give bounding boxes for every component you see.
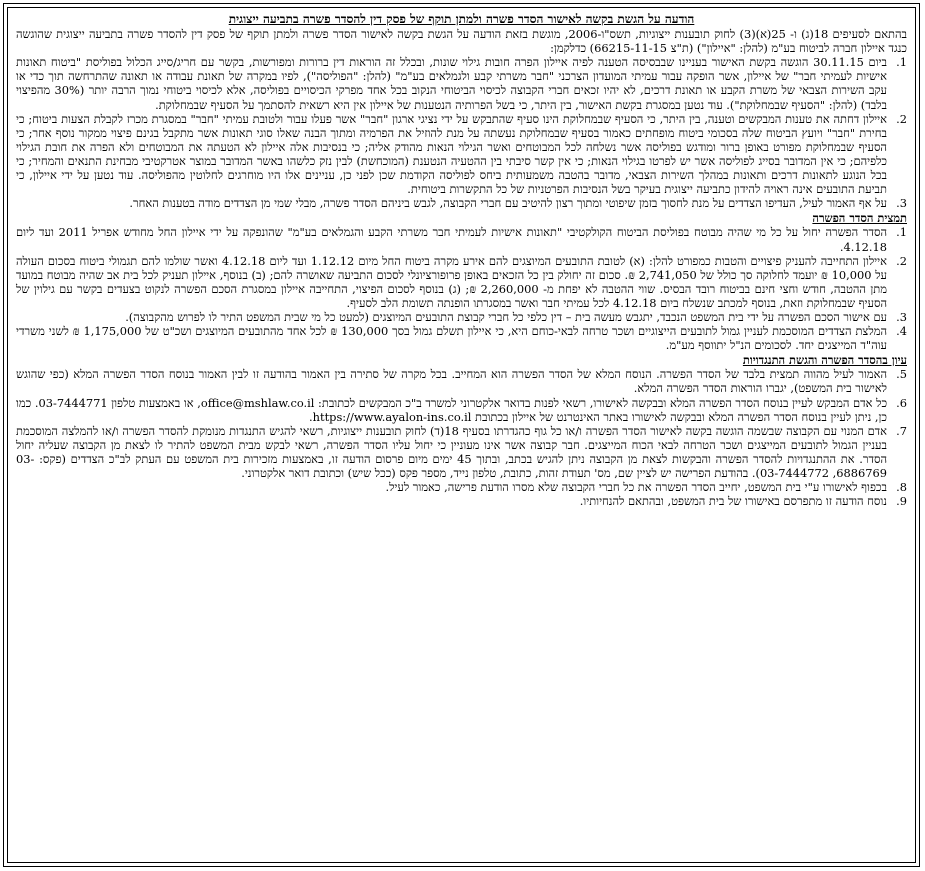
list-item: 3. עם אישור הסכם הפשרה על ידי בית המשפט הנכבד, יתגבש מעשה בית – דין כלפי כל חברי קבוצת התובעים המיוצגים (למעט כל מי שבית המשפט התיר לו לפרוש מהקבוצה). [125, 309, 907, 324]
notice-title: הודעה על הגשת בקשה לאישור הסדר פשרה ולמתן תוקף של פסק דין להסדר פשרה בתביעה ייצוגית [228, 12, 695, 26]
list-item: 1. ביום 30.11.15 הוגשה בקשת האישור בעניינו שבבסיסה הטענה לפיה איילון הפרה חובות גילוי שונות, ובכלל זה הוראות דין ברורות ומפורשות, בקשר עם חריג/סייג הכלול בפוליסת "ביטוח תאונות אישיות לעמיתי חבר" של איילון, אשר הופקה עבור עמיתי המועדון הצרכני "חבר משרתי קבע ולגמלאים בע"מ" (להלן: "הפוליסה"), לפיו במקרה של תאונת עבודה או תאונה שהתרחשה תוך כדי או עקב השירות הצבאי של משרת הקבע או תאונת דרכים, לא יהיו זכאים חברי הקבוצה לכיסוי הביטוחי הנקוב בכל אחד מפרקי הכיסויים בפוליסה, אלא לכיסוי ביטוחי נמוך הרבה יותר (30% מהפיצוי בלבד) (להלן: "הסעיף שבמחלוקת"). עוד נטען במסגרת בקשת האישור, בין היתר, כי בשל הפרותיה הנטענות של איילון אין היא רשאית להסתמך על הסעיף שבמחלוקת. [16, 55, 907, 112]
list-item: 9. נוסח הודעה זו מתפרסם באישורו של בית המשפט, ובהתאם להנחיותיו. [579, 494, 907, 509]
list-item: 8. בכפוף לאישורו ע"י בית המשפט, יחייב הסדר הפשרה את כל חברי הקבוצה שלא מסרו הודעת פרישה, כאמור לעיל. [385, 480, 907, 495]
section-objections [16, 367, 907, 508]
section-heading-objections: עיון בהסדר הפשרה והגשת התנגדויות [742, 353, 907, 368]
list-item: 5. האמור לעיל מהווה תמצית בלבד של הסדר הפשרה. הנוסח המלא של הסדר הפשרה הוא המחייב. בכל מקרה של סתירה בין האמור בהודעה זו לבין האמור בנוסח הסדר הפשרה המלא (כפי שהוגש לאישור בית המשפט), יגברו הוראות הסדר הפשרה המלא. [16, 367, 907, 396]
list-item: 2. איילון דחתה את טענות המבקשים וטענה, בין היתר, כי הסעיף שבמחלוקת הינו סעיף שהתבקש על ידי נציגי ארגון "חבר" אשר פעלו עבור ולטובת עמיתי "חבר" במסגרת מכרז לקבלת הצעות ביטוח; כי בחירת "חבר" ויועץ הביטוח שלה בסכומי ביטוח מופחתים כאמור בסעיף שבמחלוקת נעשתה על מנת להוזיל את הפרמיה ומתוך הבנה שאלו סוגי תאונות אשר מתקבל בגינם פיצוי ממקור נוסף אחר; כי הסעיף שבמחלוקת מפורט באופן ברור ומודגש בפוליסה אשר נשלחה לכל המבוטחים ואשר הגילוי הנאות מהודק אליה; כי בנסיבות אלה איילון לא הטעתה את המבוטחים ולא הפרה את חובת הגילוי כלפיהם; כי אין המדובר בסייג לפוליסה אשר יש לפרטו בגילוי הנאות; כי אין קשר סיבתי בין ההטעיה הנטענת (המוכחשת) לבין נזק כלשהו באשר המדובר במוצר אטרקטיבי מבחינת התנאים והמחיר; כי בכל הנוגע לתאונות דרכים ותאונות במהלך השירות הצבאי, מדובר בהטבה משמעותית ביחס לפוליסה הקודמת שכן לפני כן, עניינים אלו היו מוחרגים לחלוטין מהפוליסה. עוד נטען על ידי איילון, כי תביעת התובעים אינה ראויה להידון כתביעה ייצוגית בעיקר בשל הנסיבות הפרטניות של כל התקשרות ביטוחית. [16, 111, 907, 197]
notice-body [7, 7, 916, 863]
list-item: 2. איילון התחייבה להעניק פיצויים והטבות כמפורט להלן: (א) לטובת התובעים המיוצגים להם אירע מקרה ביטוח החל מיום 1.12.12 ועד ליום 4.12.18 ואשר שולמו להם תגמולי ביטוח בסכום העולה על 10,000 ₪ יועמד לחלוקה סך כולל של 2,741,050 ₪. סכום זה יחולק בין כל הזכאים באופן פרופורציונלי לסכום התביעה שאושרה להם; (ב) בנוסף, איילון תעניק לכל בית אב שהיה מבוטח במועד מתן ההטבה, חודש וחצי חינם בביטוח רובד הבסיס. שווי ההטבה לא יפחת מ- 2,260,000 ₪; (ג) בנוסף לסכום הפיצוי, התחייבה איילון במסגרת הסכם הפשרה לנקוט בצעדים בקשר עם גילוין של הסעיף שבמחלוקת וזאת, בנוסף למכתב שנשלח ביום 4.12.18 לכל עמיתי חבר ואשר במסגרתו הופנתה תשומת הלב לסעיף. [16, 253, 907, 310]
section-heading-summary: תמצית הסדר הפשרה [812, 211, 907, 226]
list-item: 3. על אף האמור לעיל, העדיפו הצדדים על מנת לחסוך בזמן שיפוטי ומתוך רצון להיטיב עם חברי הקבוצה, לגבש ביניהם הסדר פשרה, מבלי שמי מן הצדדים מודה בטענות האחר. [129, 196, 907, 211]
list-item: 7. אדם המנוי עם הקבוצה שבשמה הוגשה בקשה לאישור הסדר הפשרה ו/או כל גוף כהגדרתו בסעיף 18(ד) לחוק תובענות ייצוגיות, רשאי להגיש התנגדות מנומקת להסדר הפשרה ו/או להמלצה המוסכמת בעניין הגמול לתובעים המייצגים ושכר הטרחה לבאי הכוח המייצגים. חבר קבוצה אשר אינו מעוניין כי יחול עליו הסדר הפשרה, רשאי לבקש מבית המשפט להתיר לו לצאת מן הקבוצה שעליה יחול הסדר. את ההתנגדויות להסדר הפשרה והבקשות לצאת מן הקבוצה ניתן להגיש בכתב, ובתוך 45 ימים מיום פרסום הודעה זו, באמצעות מזכירות בית המשפט עם העתק לב"כ הצדדים (פקס: 03-6886769, 03-7444772). בהודעת הפרישה יש לציין שם, מס' תעודת זהות, כתובת, טלפון נייד, מספר פקס (ככל שיש) וכתובת דואר אלקטרוני. [16, 423, 907, 480]
list-item: 1. הסדר הפשרה יחול על כל מי שהיה מבוטח בפוליסת הביטוח הקולקטיבי "תאונות אישיות לעמיתי חבר משרתי הקבע והגמלאים בע"מ" שהונפקה על ידי איילון החל מחודש אפריל 2011 ועד ליום 4.12.18. [16, 225, 907, 254]
section-claims [16, 55, 907, 210]
notice-intro: בהתאם לסעיפים 18(ג) ו- 25(א)(3) לחוק תובענות ייצוגיות, תשס"ו-2006, מוגשת בזאת הודעה על הגשת בקשה לאישור הסדר פשרה ולמתן תוקף של פסק דין להסדר פשרה בתביעה ייצוגית שהוגשה כנגד איילון חברה לביטוח בע"מ (להלן: "איילון") (ת"צ 66215-11-15) כדלקמן: [16, 27, 908, 56]
list-item: 6. כל אדם המבקש לעיין בנוסח הסדר הפשרה המלא ובבקשה לאישורו, רשאי לפנות בדואר אלקטרוני למשרד ב"כ המבקשים לכתובת: office@mshlaw.co.il, או באמצעות טלפון 03-7444771. כמו כן, ניתן לעיין בנוסח הסדר הפשרה המלא ובבקשה לאישורו באתר האינטרנט של איילון בכתובת https://www.ayalon-ins.co.il. [16, 395, 907, 424]
list-item: 4. המלצת הצדדים המוסכמת לעניין גמול לתובעים הייצוגיים ושכר טרחה לבאי-כוחם היא, כי איילון תשלם גמול בסך 130,000 ₪ לכל אחד מהתובעים המיוצגים ושכ"ט של 1,175,000 ₪ לשני משרדי עוה"ד המייצגים יחד. לסכומים הנ"ל יתווסף מע"מ. [16, 324, 907, 353]
notice-outer-border [3, 3, 920, 867]
section-summary [16, 225, 907, 352]
